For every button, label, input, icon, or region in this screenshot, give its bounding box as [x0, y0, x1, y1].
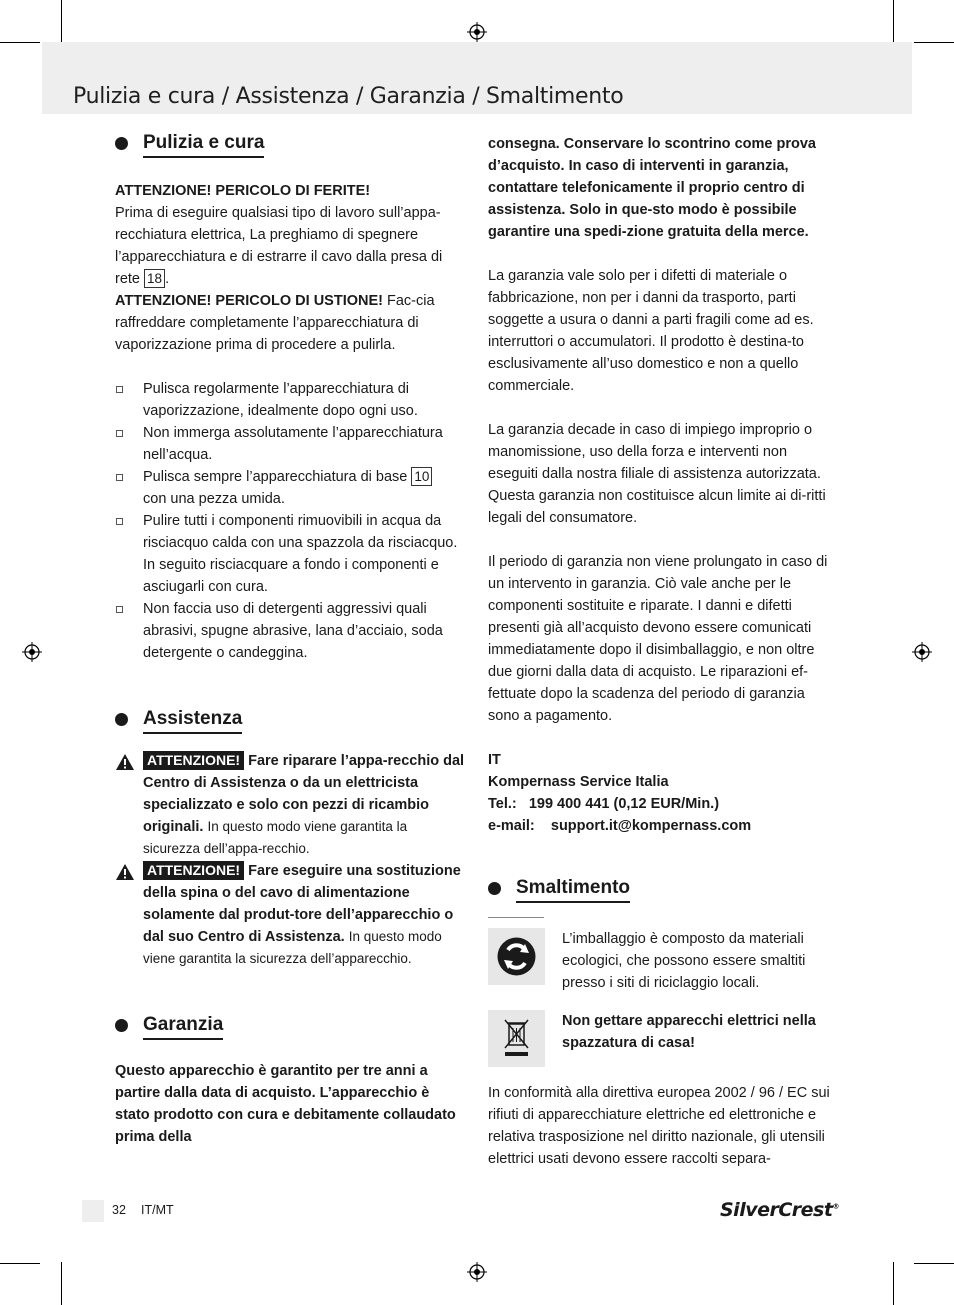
- bullet-dot-icon: [488, 882, 501, 895]
- bullet-dot-icon: [115, 137, 128, 150]
- weee-info: [488, 1010, 840, 1070]
- crop-mark: [61, 1262, 62, 1305]
- registration-mark-icon: [912, 642, 932, 662]
- recycle-icon: [488, 928, 545, 985]
- checkbox-square-icon: [116, 474, 123, 481]
- registration-mark-icon: [467, 1262, 487, 1282]
- checkbox-square-icon: [116, 386, 123, 393]
- registration-mark-icon: [467, 22, 487, 42]
- contact-phone: Tel.: 199 400 441 (0,12 EUR/Min.): [488, 796, 720, 812]
- checkbox-square-icon: [116, 606, 123, 613]
- warning-paragraph: [115, 290, 467, 356]
- recycle-text: L’imballaggio è composto da materiali ecologici, che possono essere smaltiti presso i siti di riciclaggio locali.: [562, 931, 806, 991]
- attention-badge: ATTENZIONE!: [143, 861, 244, 880]
- bullet-dot-icon: [115, 713, 128, 726]
- list-item: Non immerga assolutamente l’apparecchiatura nell’acqua.: [115, 422, 467, 466]
- crop-mark: [0, 1263, 40, 1264]
- assistance-warning: ATTENZIONE! Fare riparare l’appa-recchio dal Centro di Assistenza o da un elettricista specializzato e solo con pezzi di ricambio originali. In questo modo viene garantita la sicurezza dell’appa-recchio.: [115, 750, 467, 860]
- divider: [488, 917, 544, 918]
- language-code: IT/MT: [141, 1203, 174, 1217]
- crop-mark: [61, 0, 62, 45]
- list-item: Pulire tutti i componenti rimuovibili in acqua da risciacquo calda con una spazzola da risciacquo. In seguito risciacquare a fondo i componenti e asciugarli con cura.: [115, 510, 467, 598]
- checkbox-square-icon: [116, 518, 123, 525]
- cleaning-list: [115, 378, 467, 664]
- list-item: Pulisca regolarmente l’apparecchiatura di vaporizzazione, idealmente dopo ogni uso.: [115, 378, 467, 422]
- warning-title: ATTENZIONE! PERICOLO DI FERITE!: [115, 183, 371, 199]
- section-heading-assistenza: Assistenza: [115, 706, 467, 734]
- warning-text: Fac-cia raffreddare completamente l’apparecchiatura di vaporizzazione prima di procedere a pulirla.: [115, 293, 435, 353]
- warranty-paragraph: La garanzia vale solo per i difetti di materiale o fabbricazione, non per i danni da trasporto, parti soggette a usura o danni a parti fragili come ad es. interruttori o accumulatori. Il prodotto è destina-to esclusivamente all’uso domestico e non a quello commerciale.: [488, 268, 814, 394]
- crop-mark: [893, 1262, 894, 1305]
- contact-email: e-mail: support.it@kompernass.com: [488, 818, 752, 834]
- warranty-paragraph: Il periodo di garanzia non viene prolungato in caso di un intervento in garanzia. Ciò vale anche per le componenti sostituite e riparate. I danni e difetti presenti già all’acquisto devono essere comunicati immediatamente dopo il disimballaggio, e non oltre due giorni dalla data di acquisto. Le riparazioni ef-fettuate dopo la scadenza del periodo di garanzia sono a pagamento.: [488, 554, 828, 724]
- crop-mark: [893, 0, 894, 45]
- warranty-intro: Questo apparecchio è garantito per tre anni a partire dalla data di acquisto. L’apparecchio è stato prodotto con cura e debitamente collaudato prima della: [115, 1063, 456, 1145]
- disposal-paragraph: In conformità alla direttiva europea 2002 / 96 / EC sui rifiuti di apparecchiature elettriche ed elettroniche e relativa trasposizione nel diritto nazionale, gli utensili elettrici usati devono essere raccolti separa-: [488, 1085, 830, 1167]
- part-ref: 10: [411, 467, 432, 486]
- crop-mark: [0, 42, 40, 43]
- footer-marker: [82, 1200, 104, 1222]
- warning-triangle-icon: [115, 753, 135, 771]
- registration-mark-icon: [22, 642, 42, 662]
- page-number: 32: [112, 1203, 126, 1217]
- recycle-info: [488, 928, 840, 994]
- service-contact: [488, 749, 840, 837]
- bullet-dot-icon: [115, 1019, 128, 1032]
- contact-country: IT: [488, 752, 501, 768]
- warning-paragraph: ATTENZIONE! PERICOLO DI FERITE! Prima di eseguire qualsiasi tipo di lavoro sull’appa-recchiatura elettrica, La preghiamo di spegnere l’apparecchiatura e di estrarre il cavo dalla presa di rete 18 .: [115, 183, 443, 287]
- page-title: Pulizia e cura / Assistenza / Garanzia / Smaltimento: [73, 84, 624, 109]
- contact-company: Kompernass Service Italia: [488, 774, 669, 790]
- left-column: [115, 130, 467, 1148]
- section-heading-smaltimento: Smaltimento: [488, 875, 840, 903]
- brand-logo: SilverCrest®: [720, 1199, 839, 1221]
- warranty-intro-continued: consegna. Conservare lo scontrino come prova d’acquisto. In caso di interventi in garanzia, contattare telefonicamente il proprio centro di assistenza. Solo in que-sto modo è possibile garantire una spedi-zione gratuita della merce.: [488, 136, 816, 240]
- crop-mark: [914, 42, 954, 43]
- weee-text: Non gettare apparecchi elettrici nella spazzatura di casa!: [562, 1013, 816, 1051]
- crop-mark: [914, 1263, 954, 1264]
- checkbox-square-icon: [116, 430, 123, 437]
- right-column: [488, 133, 840, 1170]
- list-item: Non faccia uso di detergenti aggressivi quali abrasivi, spugne abrasive, lana d’acciaio, soda detergente o candeggina.: [115, 598, 467, 664]
- warning-text: Prima di eseguire qualsiasi tipo di lavoro sull’appa-recchiatura elettrica, La preghiamo di spegnere l’apparecchiatura e di estrarre il cavo dalla presa di rete: [115, 205, 443, 287]
- section-heading-pulizia: Pulizia e cura: [115, 130, 467, 158]
- attention-badge: ATTENZIONE!: [143, 751, 244, 770]
- section-heading-garanzia: Garanzia: [115, 1012, 467, 1040]
- crossed-bin-icon: [488, 1010, 545, 1067]
- warning-triangle-icon: [115, 863, 135, 881]
- list-item: Pulisca sempre l’apparecchiatura di base 10 con una pezza umida.: [115, 466, 467, 510]
- warranty-paragraph: La garanzia decade in caso di impiego improprio o manomissione, uso della forza e interventi non eseguiti dalla nostra filiale di assistenza autorizzata. Questa garanzia non costituisce alcun limite ai di-ritti legali del consumatore.: [488, 422, 826, 526]
- warning-title: ATTENZIONE! PERICOLO DI USTIONE!: [115, 293, 383, 309]
- part-ref: 18: [144, 269, 165, 288]
- assistance-warning: ATTENZIONE! Fare eseguire una sostituzione della spina o del cavo di alimentazione solamente dal produt-tore dell’apparecchio o dal suo Centro di Assistenza. In questo modo viene garantita la sicurezza dell’apparecchio.: [115, 860, 467, 970]
